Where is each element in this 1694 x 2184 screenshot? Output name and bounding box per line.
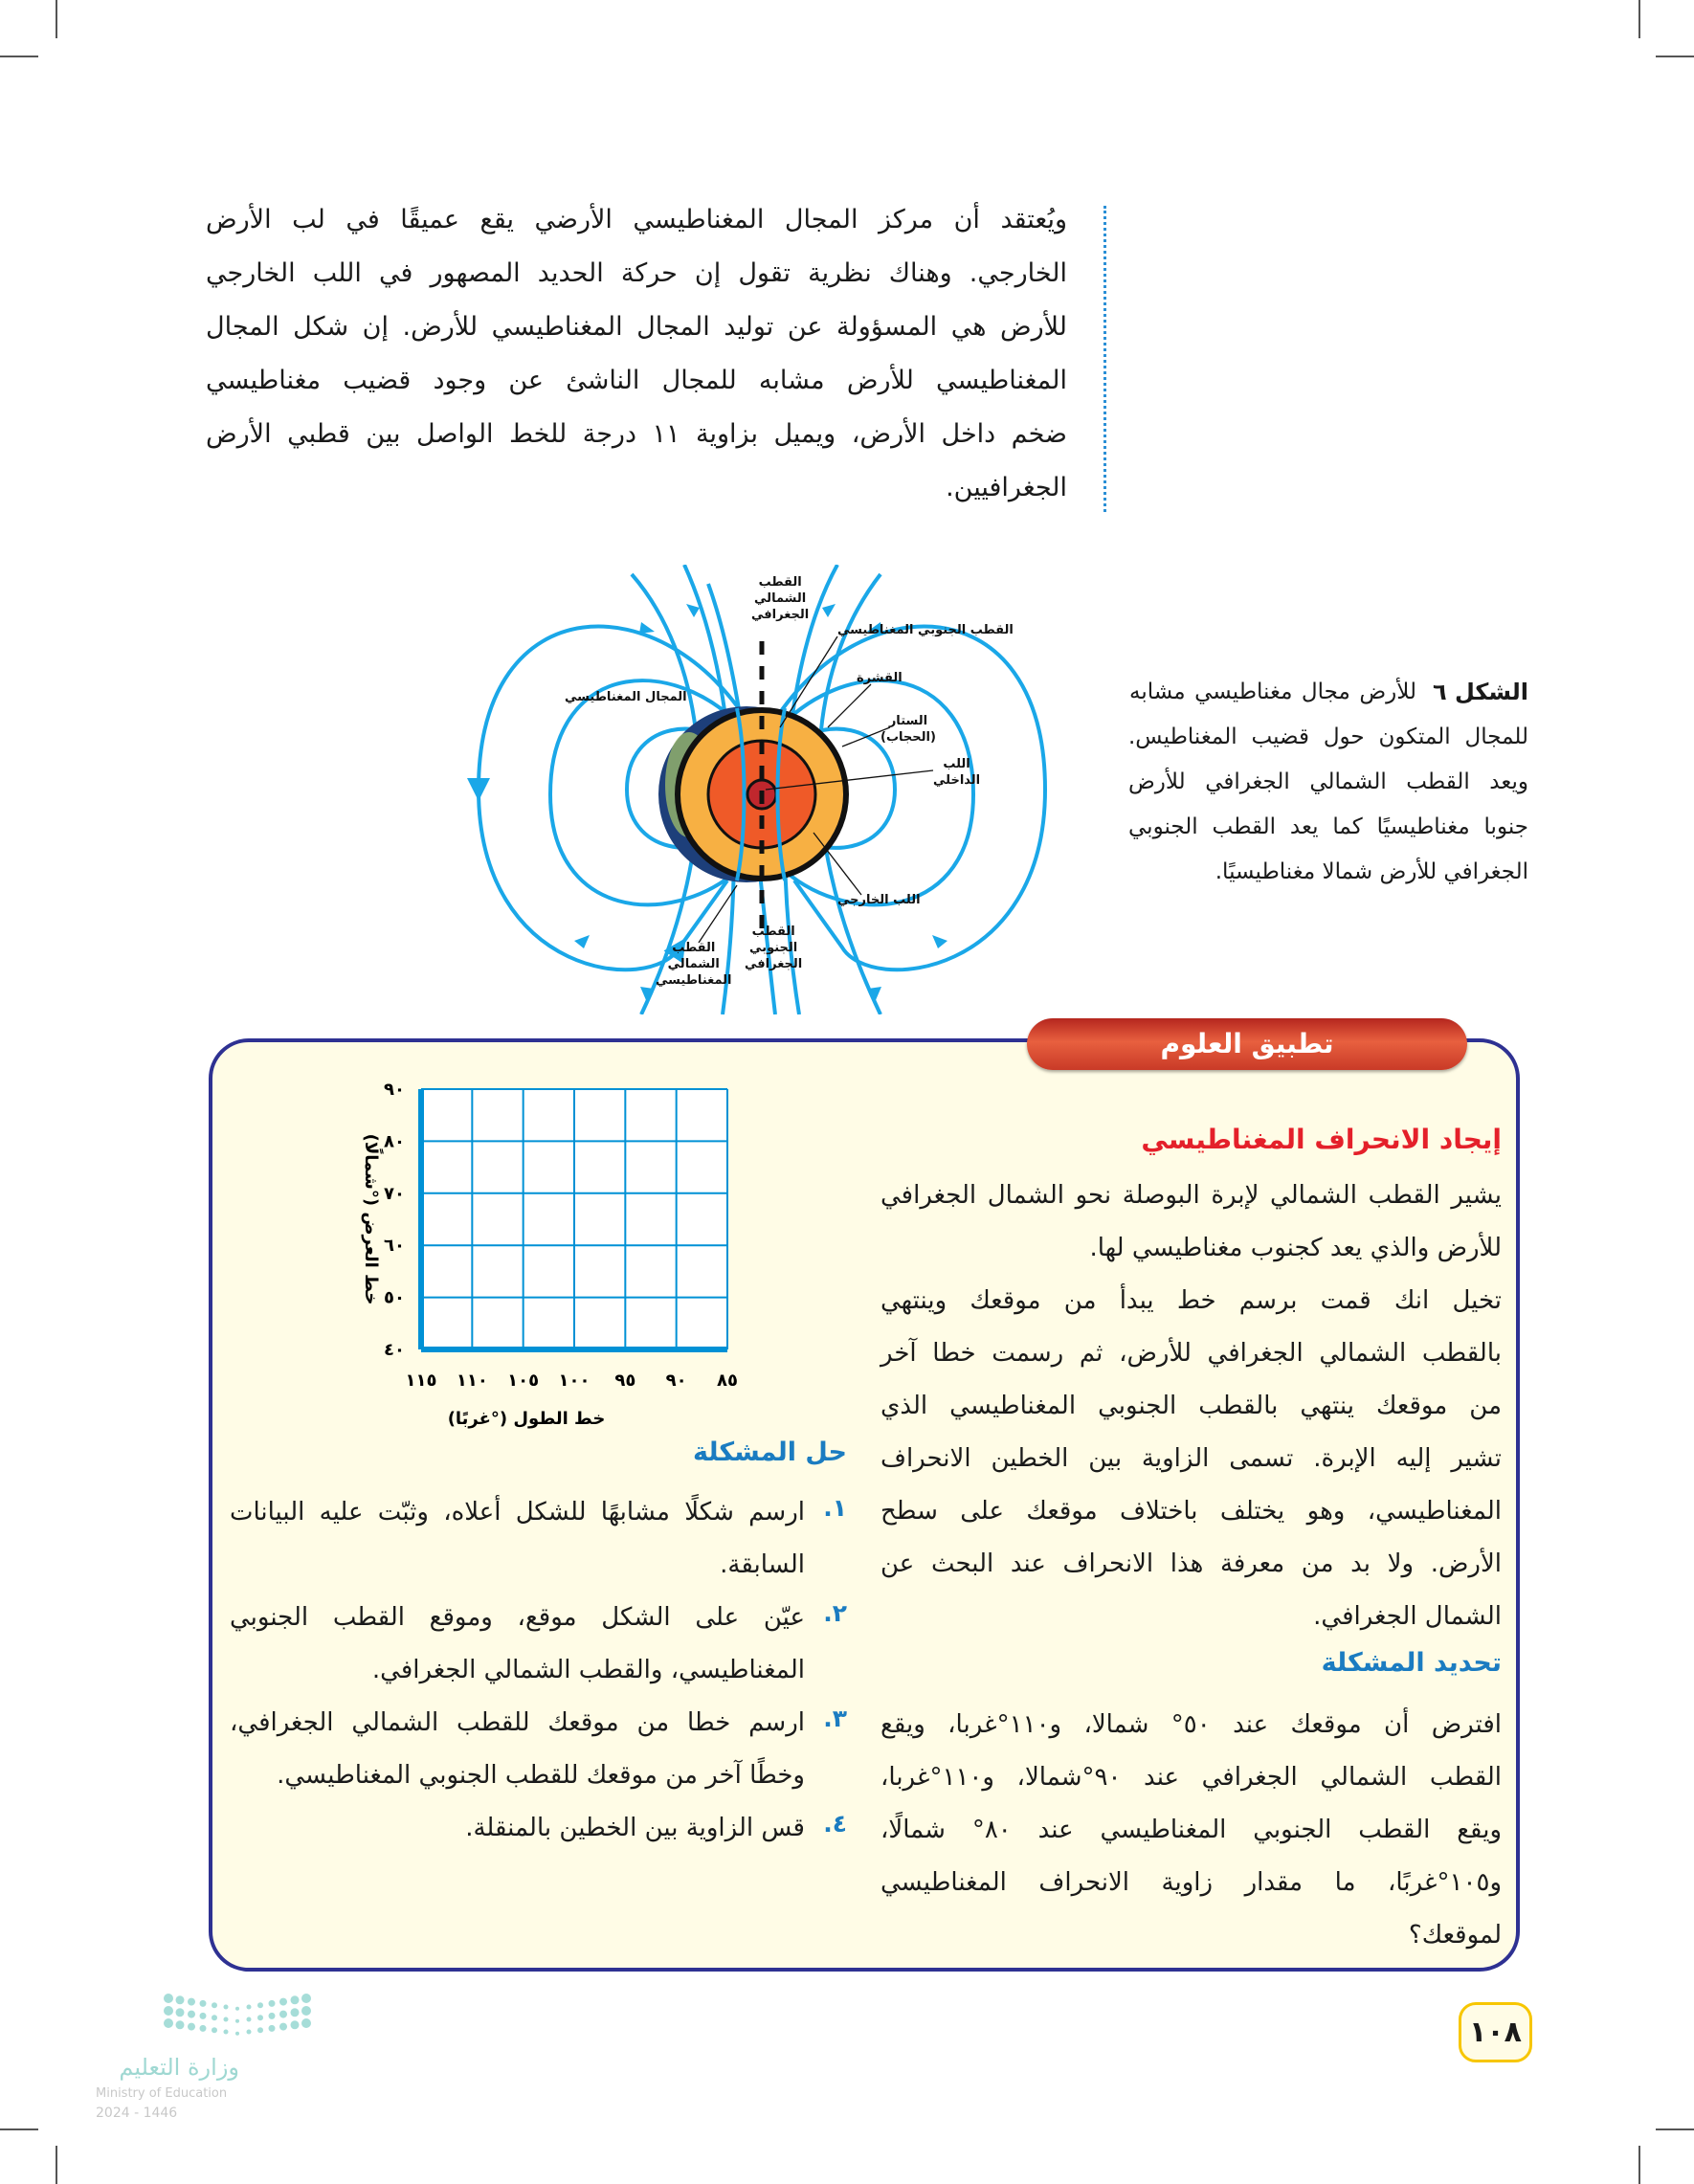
label-line: الجغرافي	[745, 957, 803, 971]
logo-dot	[224, 2030, 229, 2035]
y-tick-label: ٦٠	[384, 1236, 405, 1257]
logo-dot	[224, 2017, 229, 2022]
logo-dot	[164, 2006, 173, 2016]
label-line: القطب	[751, 925, 795, 939]
y-tick-label: ٩٠	[384, 1080, 405, 1100]
box-body-line: تخيل انك قمت برسم خط يبدأ من موقعك وينتهي	[880, 1286, 1502, 1315]
x-axis-title: خط الطول (°غربًا)	[447, 1409, 606, 1429]
label-magnetic-field: المجال المغناطيسي	[565, 690, 687, 704]
y-axis-title: خط العرض (°شمالًا)	[361, 1133, 381, 1305]
logo-dot	[224, 2005, 229, 2010]
logo-dot	[247, 2005, 252, 2010]
x-tick-label: ١٠٠	[558, 1371, 591, 1391]
label-line: الشمالي	[667, 957, 720, 971]
logo-dot	[269, 2013, 276, 2019]
step-number: ٤.	[823, 1810, 847, 1838]
box-body-line: من موقعك ينتهي بالقطب الجنوبي المغناطيسي الذي	[880, 1392, 1502, 1420]
step-line: وخطًا آخر من موقعك للقطب الجنوبي المغناطيسي.	[277, 1761, 805, 1790]
logo-dot	[247, 2030, 252, 2035]
label-line: الجغرافي	[751, 608, 810, 622]
y-tick-label: ٨٠	[384, 1131, 405, 1152]
paragraph-line: المغناطيسي للأرض مشابه للمجال الناشئ عن وجود قضيب مغناطيسي	[206, 366, 1067, 395]
y-tick-label: ٤٠	[384, 1340, 405, 1360]
step-line: عيّن على الشكل موقع، وموقع القطب الجنوبي	[230, 1603, 805, 1632]
logo-dot	[301, 2018, 311, 2028]
caption-line: ويعد القطب الشمالي الجغرافي للأرض	[1128, 769, 1528, 794]
crop-mark	[1638, 2146, 1640, 2184]
logo-dot	[235, 2007, 239, 2011]
logo-dot	[269, 2025, 276, 2032]
arrow-icon	[932, 935, 947, 948]
label-geographic-north-pole	[751, 574, 809, 623]
label-mantle	[880, 713, 936, 746]
step-line: المغناطيسي، والقطب الشمالي الجغرافي.	[371, 1656, 805, 1684]
page-number: ١٠٨	[1459, 2002, 1532, 2062]
crop-mark	[56, 0, 57, 38]
crop-mark	[1656, 56, 1694, 57]
step-line: ارسم خطا من موقعك للقطب الشمالي الجغرافي،	[230, 1708, 805, 1737]
logo-dot	[279, 2011, 287, 2018]
arrow-icon	[574, 935, 590, 948]
logo-dot	[200, 2025, 207, 2032]
box-body-line: المغناطيسي، وهو يختلف باختلاف موقعك على سطح	[880, 1497, 1502, 1526]
figure-label: الشكل ٦	[1432, 679, 1528, 705]
label-line: (الحجاب)	[880, 730, 936, 745]
paragraph-line: للأرض هي المسؤولة عن توليد المجال المغناطيسي للأرض. إن شكل المجال	[206, 312, 1067, 342]
y-tick-label: ٧٠	[384, 1183, 405, 1204]
logo-dot	[176, 2020, 185, 2029]
logo-year: 2024 - 1446	[96, 2106, 178, 2121]
arrow-icon	[639, 622, 655, 634]
label-line: الداخلي	[933, 773, 981, 788]
logo-dot	[212, 2015, 217, 2020]
step-line: السابقة.	[720, 1550, 805, 1579]
step-line: ارسم شكلًا مشابهًا للشكل أعلاه، وثبّت عليه البيانات	[230, 1498, 805, 1527]
logo-dot	[235, 2032, 239, 2036]
label-magnetic-north-pole	[656, 940, 732, 989]
y-tick-label: ٥٠	[384, 1287, 405, 1308]
logo-dot	[164, 2018, 173, 2028]
box-title: إيجاد الانحراف المغناطيسي	[1141, 1124, 1502, 1155]
problem-heading: تحديد المشكلة	[1321, 1648, 1502, 1678]
logo-dot	[257, 2002, 263, 2008]
paragraph-line: ضخم داخل الأرض، ويميل بزاوية ١١ درجة للخط الواصل بين قطبي الأرض	[206, 419, 1067, 449]
logo-dot	[301, 1994, 311, 2003]
caption-line: جنوبا مغناطيسيًا كما يعد القطب الجنوبي	[1128, 814, 1528, 839]
label-line: الستار	[888, 714, 928, 728]
problem-line: لموقعك؟	[1408, 1921, 1502, 1950]
logo-dot	[257, 2027, 263, 2033]
crop-mark	[1656, 2128, 1694, 2130]
label-outer-core: اللب الخارجي	[837, 893, 921, 907]
box-body-line: للأرض والذي يعد كجنوب مغناطيسي لها.	[1089, 1234, 1502, 1262]
logo-dot	[235, 2019, 239, 2023]
label-line: المغناطيسي	[656, 973, 732, 988]
label-crust: القشرة	[857, 671, 903, 685]
box-body-line: يشير القطب الشمالي لإبرة البوصلة نحو الشمال الجغرافي	[880, 1181, 1502, 1210]
logo-dot	[200, 2000, 207, 2007]
logo-dot	[200, 2013, 207, 2019]
problem-line: افترض أن موقعك عند ٥٠° شمالا، و١١٠°غربا، ويقع	[880, 1710, 1502, 1739]
arrow-icon	[822, 604, 836, 617]
label-inner-core	[933, 756, 980, 789]
logo-dot	[188, 1998, 195, 2006]
caption-line: للمجال المتكون حول قضيب المغناطيس.	[1128, 724, 1528, 749]
crop-mark	[56, 2146, 57, 2184]
crop-mark	[1638, 0, 1640, 38]
logo-dot	[164, 1994, 173, 2003]
logo-dot	[291, 2020, 300, 2029]
crop-mark	[0, 2128, 38, 2130]
caption-line: الجغرافي للأرض شمالا مغناطيسيًا.	[1215, 859, 1528, 884]
crop-mark	[0, 56, 38, 57]
logo-arabic-text: وزارة التعليم	[119, 2054, 239, 2081]
logo-dot	[291, 1995, 300, 2004]
logo-dot	[176, 2008, 185, 2017]
label-line: اللب	[943, 757, 970, 771]
step-number: ١.	[823, 1494, 847, 1522]
solve-heading: حل المشكلة	[692, 1437, 847, 1467]
logo-english-text: Ministry of Education	[96, 2086, 228, 2101]
problem-line: و١٠٥°غربًا، ما مقدار زاوية الانحراف المغناطيسي	[880, 1868, 1502, 1897]
label-line: الجنوبي	[749, 941, 798, 955]
box-body-line: بالقطب الشمالي الجغرافي للأرض، ثم رسمت خطا آخر	[880, 1339, 1502, 1368]
logo-dot	[212, 2002, 217, 2008]
box-banner: تطبيق العلوم	[1027, 1018, 1467, 1070]
logo-dot	[279, 1998, 287, 2006]
paragraph-line: الخارجي. وهناك نظرية تقول إن حركة الحديد المصهور في اللب الخارجي	[206, 258, 1067, 288]
lat-long-graph	[325, 1062, 766, 1445]
arrow-icon	[686, 604, 700, 617]
caption-line: للأرض مجال مغناطيسي مشابه	[1129, 680, 1416, 704]
logo-dot	[301, 2006, 311, 2016]
label-geographic-south-pole	[745, 924, 802, 972]
dotted-divider	[1103, 206, 1106, 512]
step-number: ٣.	[823, 1705, 847, 1732]
label-magnetic-south-pole: القطب الجنوبي المغناطيسي	[837, 623, 1014, 637]
problem-line: القطب الشمالي الجغرافي عند ٩٠°شمالا، و١١٠°غربا،	[880, 1763, 1503, 1792]
logo-dot	[176, 1995, 185, 2004]
logo-dot	[279, 2023, 287, 2031]
x-tick-label: ٩٠	[665, 1371, 687, 1391]
logo-dot	[291, 2008, 300, 2017]
label-line: القطب	[672, 941, 716, 955]
label-line: الشمالي	[754, 591, 807, 606]
problem-line: ويقع القطب الجنوبي المغناطيسي عند ٨٠° شمالًا،	[880, 1816, 1502, 1844]
logo-dot	[247, 2017, 252, 2022]
x-tick-label: ١٠٥	[507, 1371, 540, 1391]
step-number: ٢.	[823, 1599, 847, 1627]
x-tick-label: ٩٥	[614, 1371, 636, 1391]
logo-dots-icon	[163, 1991, 392, 2048]
logo-dot	[188, 2023, 195, 2031]
paragraph-line: ويُعتقد أن مركز المجال المغناطيسي الأرضي يقع عميقًا في لب الأرض	[206, 205, 1067, 234]
step-line: قس الزاوية بين الخطين بالمنقلة.	[465, 1814, 805, 1842]
logo-dot	[257, 2015, 263, 2020]
paragraph-line: الجغرافيين.	[946, 473, 1067, 502]
box-body-line: تشير إليه الإبرة. تسمى الزاوية بين الخطين الانحراف	[880, 1444, 1502, 1473]
x-tick-label: ٨٥	[717, 1371, 738, 1391]
earth-magnetic-field-figure	[459, 565, 1062, 1014]
earth	[658, 706, 846, 882]
box-body-line: الشمال الجغرافي.	[1313, 1602, 1502, 1631]
ministry-logo	[96, 1991, 325, 2134]
label-line: القطب	[758, 575, 802, 590]
box-body-line: الأرض. ولا بد من معرفة هذا الانحراف عند البحث عن	[880, 1549, 1502, 1578]
x-tick-label: ١١٠	[456, 1371, 488, 1391]
logo-dot	[212, 2027, 217, 2033]
logo-dot	[188, 2011, 195, 2018]
logo-dot	[269, 2000, 276, 2007]
x-tick-label: ١١٥	[405, 1371, 437, 1391]
